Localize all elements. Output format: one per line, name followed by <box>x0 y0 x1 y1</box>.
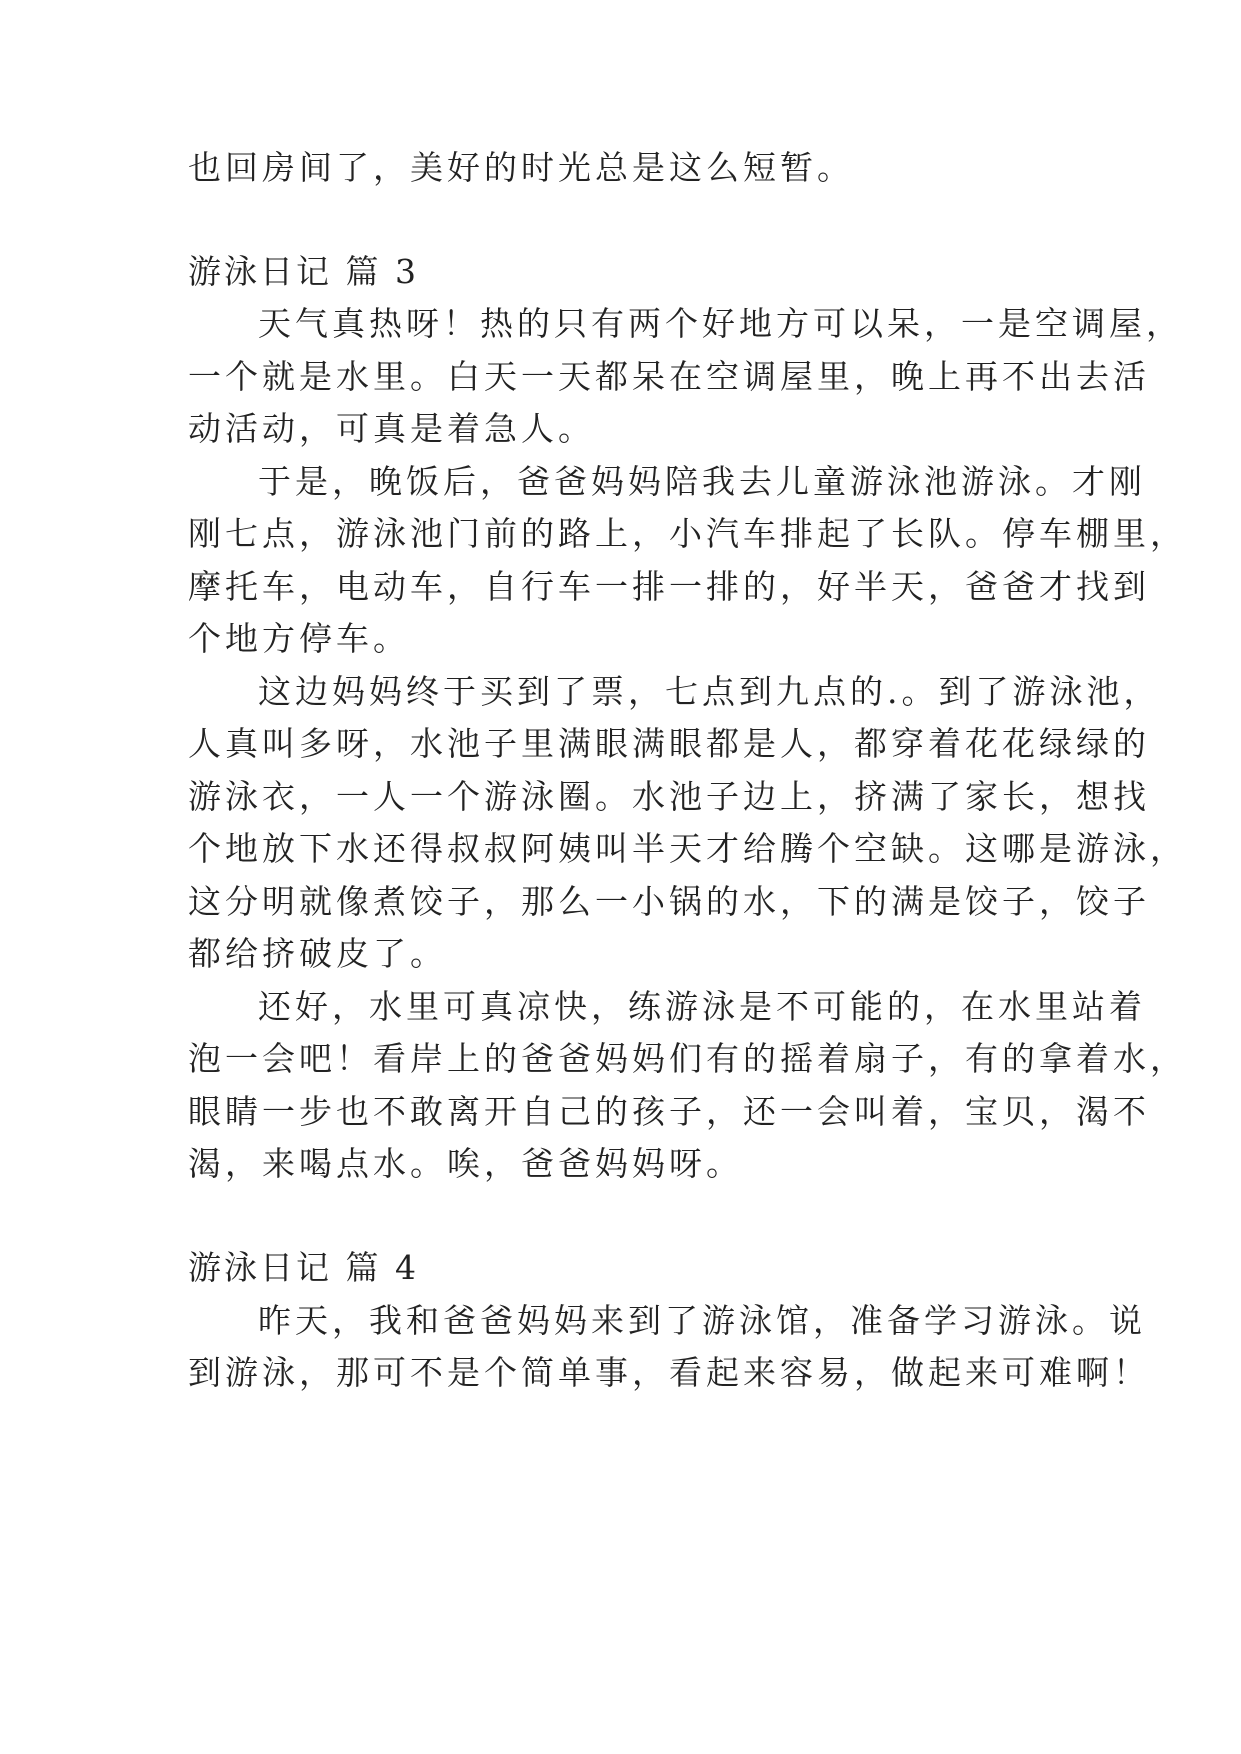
paragraph-line: 都给挤破皮了。 <box>188 934 447 973</box>
paragraph-line: 于是，晚饭后，爸爸妈妈陪我去儿童游泳池游泳。才刚 <box>258 462 1146 501</box>
paragraph-line: 这边妈妈终于买到了票，七点到九点的.。到了游泳池， <box>258 672 1161 711</box>
paragraph-line: 人真叫多呀，水池子里满眼满眼都是人，都穿着花花绿绿的 <box>188 724 1150 763</box>
section-heading-4: 游泳日记 篇 4 <box>188 1248 419 1287</box>
paragraph-line: 个地放下水还得叔叔阿姨叫半天才给腾个空缺。这哪是游泳， <box>188 829 1187 868</box>
paragraph-line: 到游泳，那可不是个简单事，看起来容易，做起来可难啊！ <box>188 1353 1150 1392</box>
paragraph-line: 眼睛一步也不敢离开自己的孩子，还一会叫着，宝贝，渴不 <box>188 1092 1150 1131</box>
paragraph-line: 摩托车，电动车，自行车一排一排的，好半天，爸爸才找到 <box>188 567 1150 606</box>
paragraph-line: 动活动，可真是着急人。 <box>188 409 595 448</box>
paragraph-line: 还好，水里可真凉快，练游泳是不可能的，在水里站着 <box>258 987 1146 1026</box>
paragraph-line: 昨天，我和爸爸妈妈来到了游泳馆，准备学习游泳。说 <box>258 1301 1146 1340</box>
paragraph-line: 泡一会吧！看岸上的爸爸妈妈们有的摇着扇子，有的拿着水， <box>188 1039 1187 1078</box>
paragraph-line: 天气真热呀！热的只有两个好地方可以呆，一是空调屋， <box>258 304 1183 343</box>
text-line: 也回房间了，美好的时光总是这么短暂。 <box>188 148 854 187</box>
paragraph-line: 渴，来喝点水。唉，爸爸妈妈呀。 <box>188 1144 743 1183</box>
paragraph-line: 这分明就像煮饺子，那么一小锅的水，下的满是饺子，饺子 <box>188 882 1150 921</box>
paragraph-line: 刚七点，游泳池门前的路上，小汽车排起了长队。停车棚里， <box>188 514 1187 553</box>
paragraph-line: 一个就是水里。白天一天都呆在空调屋里，晚上再不出去活 <box>188 357 1150 396</box>
paragraph-line: 个地方停车。 <box>188 619 410 658</box>
section-heading-3: 游泳日记 篇 3 <box>188 252 419 291</box>
paragraph-line: 游泳衣，一人一个游泳圈。水池子边上，挤满了家长，想找 <box>188 777 1150 816</box>
